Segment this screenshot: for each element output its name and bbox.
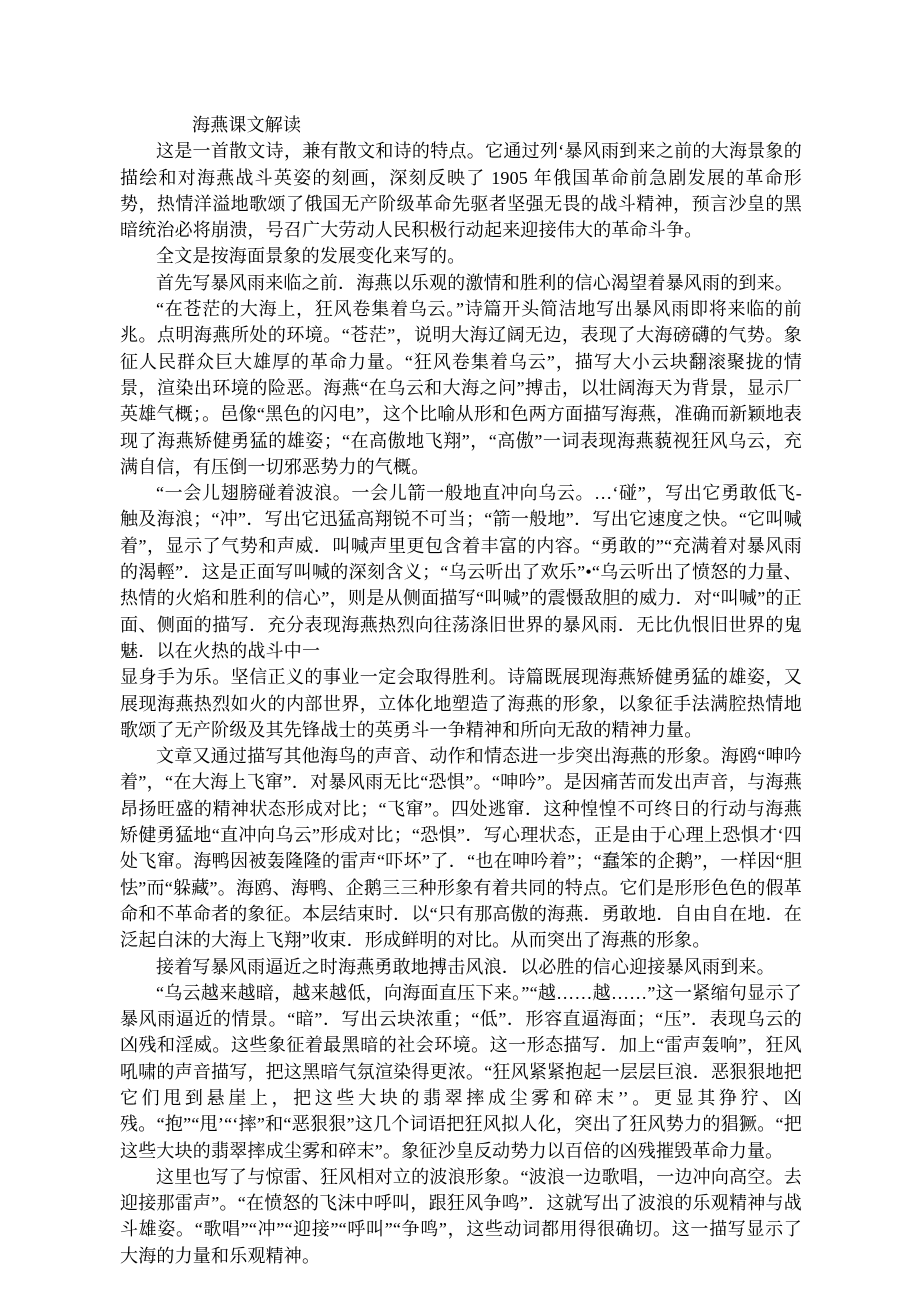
paragraph: 首先写暴风雨来临之前．海燕以乐观的激情和胜利的信心渴望着暴风雨的到来。 bbox=[156, 272, 793, 293]
paragraph: 显身手为乐。坚信正义的事业一定会取得胜利。诗篇既展现海燕矫健勇猛的雄姿，又展现海燕热烈如火的内部世界，立体化地塑造了海燕的形象，以象征手法满腔热情地歌颂了无产阶级及其先锋战士的英勇斗一争精神和所向无敌的精神力量。 bbox=[120, 667, 802, 740]
paragraph: 这里也写了与惊雷、狂风相对立的波浪形象。“波浪一边歌唱，一边冲向高空。去迎接那雷声”。“在愤怒的飞沫中呼叫，跟狂风争鸣”．这就写出了波浪的乐观精神与战斗雄姿。“歌唱”“冲”“迎接”“呼叫”“争鸣”，这些动词都用得很确切。这一描写显示了大海的力量和乐观精神。 bbox=[120, 1166, 802, 1266]
document-title: 海燕课文解读 bbox=[192, 115, 302, 135]
paragraph: “在苍茫的大海上，狂风卷集着乌云。”诗篇开头简洁地写出暴风雨即将来临的前兆。点明海燕所处的环境。“苍茫”，说明大海辽阔无边，表现了大海磅礴的气势。象征人民群众巨大雄厚的革命力量。“狂风卷集着乌云”，描写大小云块翻滚聚拢的情景，渲染出环境的险恶。海燕“在乌云和大海之问”搏击，以壮阔海天为背景，显示厂英雄气概；。邑像“黑色的闪电”，这个比喻从形和色两方面描写海燕，准确而新颖地表现了海燕矫健勇猛的雄姿；“在高傲地飞翔”，“高傲”一词表现海燕藐视狂风乌云，充满自信，有压倒一切邪恶势力的气概。 bbox=[120, 299, 802, 477]
paragraph: “乌云越来越暗，越来越低，向海面直压下来。”“越……越……”这一紧缩句显示了暴风雨逼近的情景。“暗”．写出云块浓重；“低”．形容直逼海面；“压”．表现乌云的凶残和淫威。这些象征着最黑暗的社会环境。这一形态描写．加上“雷声轰响”，狂风吼啸的声音描写，把这黑暗气氛渲染得更浓。“狂风紧紧抱起一层层巨浪．恶狠狠地把它们甩到悬崖上，把这些大块的翡翠摔成尘雾和碎末’’。更显其狰狞、凶残。“抱”“甩’“‘摔”和“恶狠狠”这几个词语把狂风拟人化，突出了狂风势力的猖獗。“把这些大块的翡翠摔成尘雾和碎末”。象征沙皇反动势力以百倍的凶残摧毁革命力量。 bbox=[120, 982, 802, 1161]
paragraph: 接着写暴风雨逼近之时海燕勇敢地搏击风浪．以必胜的信心迎接暴风雨到来。 bbox=[156, 956, 775, 977]
paragraph: 文章又通过描写其他海鸟的声音、动作和情态进一步突出海燕的形象。海鸥“呻吟着”，“在大海上飞窜”．对暴风雨无比“恐惧”。“呻吟”。是因痛苦而发出声音，与海燕昂扬旺盛的精神状态形成对比；“飞窜”。四处逃窜．这种惶惶不可终日的行动与海燕矫健勇猛地“直冲向乌云”形成对比；“恐惧”．写心理状态，正是由于心理上恐惧才‘四处飞窜。海鸭因被轰隆隆的雷声“吓坏”了．“也在呻吟着”；“蠢笨的企鹅”，一样因“胆怯”而“躲藏”。海鸥、海鸭、企鹅三三种形象有着共同的特点。它们是形形色色的假革命和不革命者的象征。本层结束时．以“只有那高傲的海燕．勇敢地．自由自在地．在泛起白沫的大海上飞翔”收束．形成鲜明的对比。从而突出了海燕的形象。 bbox=[120, 746, 802, 951]
paragraph: 这是一首散文诗，兼有散文和诗的特点。它通过列‘暴风雨到来之前的大海景象的描绘和对海燕战斗英姿的刻画，深刻反映了 1905 年俄国革命前急剧发展的革命形势，热情洋溢地歌颂了俄国无产阶级革命先驱者坚强无畏的战斗精神，预言沙皇的黑暗统治必将崩溃，号召广大劳动人民积极行动起来迎接伟大的革命斗争。 bbox=[120, 141, 802, 241]
paragraph: “一会儿翅膀碰着波浪。一会儿箭一般地直冲向乌云。…‘碰”，写出它勇敢低飞-触及海浪；“冲”．写出它迅猛高翔锐不可当；“箭一般地”．写出它速度之快。“它叫喊着”，显示了气势和声威．叫喊声里更包含着丰富的内容。“勇敢的”“充满着对暴风雨的渴輕”．这是正面写叫喊的深刻含义；“乌云听出了欢乐”•“乌云听出了愤怒的力量、热情的火焰和胜利的信心”，则是从侧面描写“叫喊”的震慑敌胆的威力．对“叫喊”的正面、侧面的描写．充分表现海燕热烈向往荡涤旧世界的暴风雨．无比仇恨旧世界的鬼魅．以在火热的战斗中一 bbox=[120, 483, 802, 661]
document-content bbox=[120, 112, 802, 1269]
paragraph: 全文是按海面景象的发展变化来写的。 bbox=[156, 246, 466, 267]
